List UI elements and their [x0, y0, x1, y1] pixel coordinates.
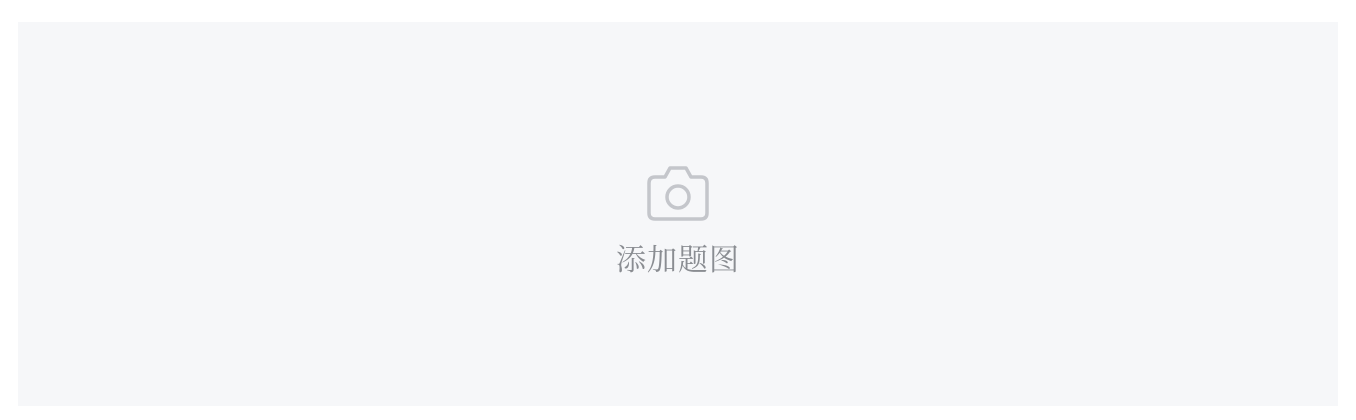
add-cover-image-label: 添加题图	[616, 243, 740, 278]
camera-icon	[645, 165, 711, 221]
add-cover-image-button[interactable]	[18, 22, 1338, 406]
upload-content	[18, 165, 1338, 281]
